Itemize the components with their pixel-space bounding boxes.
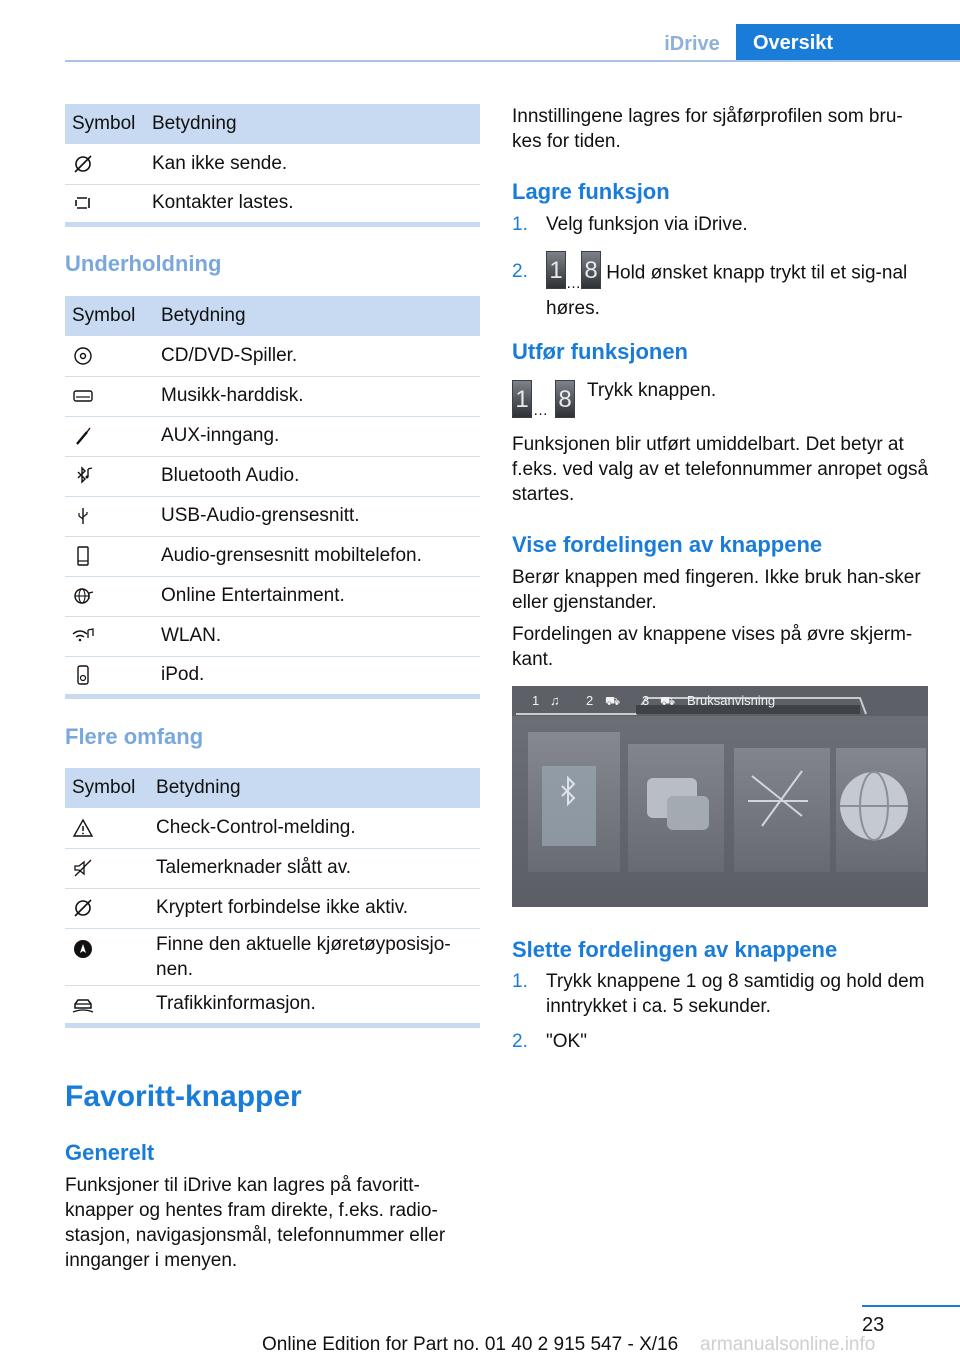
step-text: Velg funksjon via iDrive.: [546, 214, 748, 235]
table-row: [65, 928, 480, 985]
list-item: 2. 1 … 8 Hold ønsket knapp trykt til et sig-nal høres.: [512, 251, 932, 321]
table-row: [65, 616, 480, 656]
key-label: 8: [558, 386, 572, 413]
traffic-info-icon: [72, 993, 94, 1015]
step-text: Hold ønsket knapp trykt til et sig-nal høres.: [546, 262, 908, 319]
page-number: 23: [862, 1314, 885, 1336]
favorite-key-1-icon: [512, 380, 532, 423]
row-text: Bluetooth Audio.: [154, 456, 480, 496]
vehicle-position-icon: [72, 938, 94, 960]
favorite-key-8-icon: [555, 380, 575, 423]
cd-dvd-icon: [72, 345, 94, 367]
usb-icon: [72, 505, 94, 527]
encryption-off-icon: [72, 897, 94, 919]
header-section: iDrive: [664, 33, 720, 55]
row-text: AUX-inngang.: [154, 416, 480, 456]
favorite-key-8-icon: [581, 251, 601, 296]
step-text: Trykk knappene 1 og 8 samtidig og hold dem inntrykket i ca. 5 sekunder.: [546, 971, 925, 1017]
header-tab-oversikt: Oversikt: [736, 24, 960, 62]
wlan-icon: [72, 625, 94, 647]
table-row: [65, 496, 480, 536]
row-text: Check-Control-melding.: [149, 808, 480, 848]
row-text: CD/DVD-Spiller.: [154, 336, 480, 376]
screen-tab-3-label: Bruksanvisning: [687, 693, 776, 708]
idrive-screen-illustration: [512, 686, 928, 907]
table-row: [65, 184, 480, 224]
row-text: Online Entertainment.: [154, 576, 480, 616]
table-row: [65, 144, 480, 184]
key-label: 1: [515, 386, 529, 413]
heading-lagre-funksjon: Lagre funksjon: [512, 179, 670, 204]
footer-edition: Online Edition for Part no. 01 40 2 915 547 - X/16: [262, 1334, 679, 1355]
symbol-table-entertainment: [65, 296, 480, 699]
section-title-underholdning: Underholdning: [65, 251, 222, 276]
ipod-icon: [72, 664, 94, 686]
list-item: 2. "OK": [512, 1031, 587, 1052]
warning-triangle-icon: [72, 817, 94, 839]
steps-lagre: [512, 212, 932, 331]
table-row: [65, 808, 480, 848]
car-icon: ⛟: [660, 694, 676, 708]
aux-icon: [72, 425, 94, 447]
table-row: [65, 848, 480, 888]
car-icon: ⛟: [605, 694, 621, 708]
row-text: Audio-grensesnitt mobiltelefon.: [154, 536, 480, 576]
mobile-phone-icon: [72, 545, 94, 567]
table-row: [65, 888, 480, 928]
symbol-table-connectivity: [65, 104, 480, 227]
col-symbol: Symbol: [65, 296, 154, 336]
paragraph-utfor: Funksjonen blir utført umiddelbart. Det betyr at f.eks. ved valg av et telefonnummer anropet også startes.: [512, 434, 929, 505]
screen-tab-2: 2: [586, 693, 594, 708]
key-label: 1: [549, 257, 563, 284]
row-text: WLAN.: [154, 616, 480, 656]
col-symbol: Symbol: [65, 104, 145, 144]
contacts-loading-icon: [72, 192, 94, 214]
heading-slette-fordelingen: Slette fordelingen av knappene: [512, 937, 838, 962]
harddisk-icon: [72, 385, 94, 407]
screen-tab-3: 3: [642, 693, 650, 708]
heading-generelt: Generelt: [65, 1140, 155, 1165]
key-label: 8: [584, 257, 598, 284]
row-text: Trafikkinformasjon.: [149, 985, 480, 1025]
row-text: Finne den aktuelle kjøretøyposisjo-nen.: [149, 928, 480, 985]
favorite-key-1-icon: [546, 251, 566, 296]
list-item: 1. Velg funksjon via iDrive.: [512, 214, 748, 235]
voice-notes-off-icon: [72, 857, 94, 879]
key-dots: …: [566, 275, 581, 292]
table-row: [65, 536, 480, 576]
paragraph-vise-1: Berør knappen med fingeren. Ikke bruk han-sker eller gjenstander.: [512, 567, 921, 613]
heading-utfor-funksjonen: Utfør funksjonen: [512, 339, 688, 364]
steps-slette: [512, 969, 932, 1064]
footer-rule: [862, 1305, 960, 1307]
table-row: [65, 985, 480, 1025]
row-text: Musikk-harddisk.: [154, 376, 480, 416]
paragraph-vise-2: Fordelingen av knappene vises på øvre skjerm-kant.: [512, 624, 913, 670]
header-rule: [65, 60, 960, 62]
row-text: Kontakter lastes.: [145, 184, 480, 224]
watermark: armanualsonline.info: [700, 1334, 876, 1355]
row-text: Kan ikke sende.: [145, 144, 480, 184]
row-text: Talemerknader slått av.: [149, 848, 480, 888]
key-dots: …: [533, 402, 548, 419]
table-row: [65, 416, 480, 456]
col-meaning: Betydning: [145, 104, 480, 144]
screen-tab-1: 1: [532, 693, 540, 708]
section-title-flere-omfang: Flere omfang: [65, 724, 204, 749]
col-meaning: Betydning: [149, 768, 480, 808]
bluetooth-audio-icon: [72, 465, 94, 487]
table-row: [65, 376, 480, 416]
table-row: [65, 336, 480, 376]
paragraph-intro: Innstillingene lagres for sjåførprofilen som bru-kes for tiden.: [512, 106, 903, 152]
list-item: 1. Trykk knappene 1 og 8 samtidig og hold dem inntrykket i ca. 5 sekunder.: [512, 971, 925, 1017]
paragraph-generelt: Funksjoner til iDrive kan lagres på favoritt-knapper og hentes fram direkte, f.eks. radio-stasjon, navigasjonsmål, telefonnummer eller innganger i menyen.: [65, 1175, 446, 1271]
col-meaning: Betydning: [154, 296, 480, 336]
symbol-table-other: [65, 768, 480, 1028]
online-entertainment-icon: [72, 585, 94, 607]
heading-favoritt-knapper: Favoritt-knapper: [65, 1080, 302, 1113]
table-row: [65, 456, 480, 496]
heading-vise-fordelingen: Vise fordelingen av knappene: [512, 532, 823, 557]
music-note-icon: ♫: [550, 693, 560, 708]
table-row: [65, 656, 480, 696]
table-row: [65, 576, 480, 616]
row-text: USB-Audio-grensesnitt.: [154, 496, 480, 536]
row-text: iPod.: [154, 656, 480, 696]
utfor-line: [512, 378, 932, 422]
utfor-text: Trykk knappen.: [587, 380, 717, 401]
no-send-icon: [72, 153, 94, 175]
row-text: Kryptert forbindelse ikke aktiv.: [149, 888, 480, 928]
col-symbol: Symbol: [65, 768, 149, 808]
step-text: "OK": [546, 1031, 587, 1052]
